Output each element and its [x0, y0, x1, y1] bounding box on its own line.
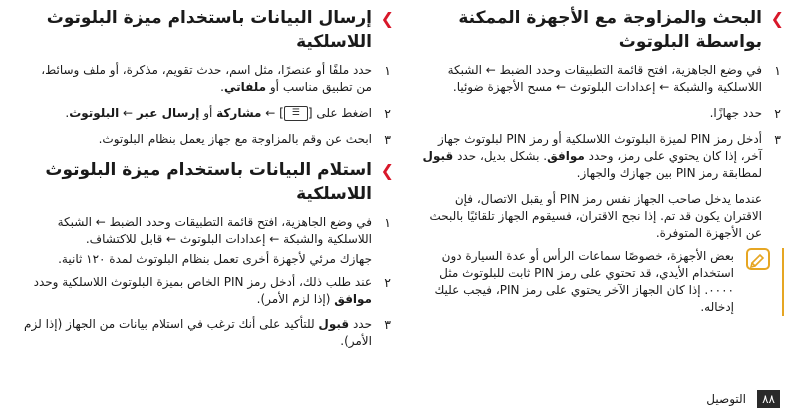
step-number: ٣: [774, 132, 781, 147]
note-box: بعض الأجهزة، خصوصًا سماعات الرأس أو عدة السيارة دون استخدام الأيدي، قد تحتوي على رمز PIN ثابت للبلوتوث مثل ٠٠٠٠. إذا كان الجهاز الآخر يحتوي على رمز PIN، فيجب عليك إدخاله.: [414, 248, 784, 316]
chevron-right-icon: ❯: [380, 9, 394, 28]
bold-text: موافق: [547, 149, 585, 163]
step-text: ] ←: [261, 106, 284, 120]
steps-list: [22, 274, 394, 350]
menu-key-icon: ☰: [284, 106, 308, 121]
step-number: ١: [384, 63, 391, 78]
step-number: ٣: [384, 317, 391, 332]
step-text: أو: [199, 106, 217, 120]
page-footer: [660, 388, 780, 408]
steps-list: [414, 62, 784, 182]
step-text: أدخل رمز PIN لميزة البلوتوث اللاسلكية أو رمز PIN لبلوتوث جهاز آخر، إذا كان يحتوي على رمز، وحدد: [438, 132, 762, 163]
steps-list: [22, 62, 394, 148]
bold-text: موافق: [334, 292, 372, 306]
bold-text: البلوتوث: [69, 106, 120, 120]
step-text: ابحث عن وقم بالمزاوجة مع جهاز يعمل بنظام البلوتوث.: [98, 132, 372, 146]
step-item: [414, 131, 784, 182]
steps-list: [22, 214, 394, 248]
step-text: لمطابقة رمز PIN بين جهازك والجهاز.: [576, 166, 762, 180]
step-number: ١: [384, 215, 391, 230]
step-item: [22, 316, 394, 350]
paragraph: جهازك مرئي لأجهزة أخرى تعمل بنظام البلوتوث لمدة ١٢٠ ثانية.: [58, 252, 372, 266]
page-number: ٨٨: [757, 390, 780, 408]
chevron-right-icon: ❯: [380, 161, 394, 180]
step-number: ٢: [384, 275, 391, 290]
step-text: للتأكيد على أنك ترغب في استلام بيانات من الجهاز (إذا لزم الأمر).: [24, 317, 372, 348]
bold-text: مشاركة: [216, 106, 262, 120]
bold-text: قبول: [422, 149, 454, 163]
step-text: حدد ملفًا أو عنصرًا، مثل اسم، حدث تقويم، مذكرة، أو ملف وسائط، من تطبيق مناسب أو: [41, 63, 372, 94]
step-text: (إذا لزم الأمر).: [256, 292, 335, 306]
section-heading-send: ❯ إرسال البيانات باستخدام ميزة البلوتوث اللاسلكية: [46, 8, 394, 52]
step-text: في وضع الجاهزية، افتح قائمة التطبيقات وحدد الضبط ← الشبكة اللاسلكية والشبكة ← إعدادات البلوتوث ← قابل للاكتشاف.: [57, 215, 372, 246]
step-item: [22, 105, 394, 122]
step-text: . بشكل بديل، حدد: [453, 149, 548, 163]
step-number: ١: [774, 63, 781, 78]
step-text: في وضع الجاهزية، افتح قائمة التطبيقات وحدد الضبط ← الشبكة اللاسلكية والشبكة ← إعدادات البلوتوث ← مسح الأجهزة ضوئيا.: [447, 63, 762, 94]
note-icon: [746, 248, 770, 270]
step-number: ٢: [384, 106, 391, 121]
step-text: حدد: [349, 317, 372, 331]
bold-text: إرسال عبر: [136, 106, 200, 120]
bold-text: ملفاتي: [223, 80, 267, 94]
section-heading-search-pair: ❯ البحث والمزاوجة مع الأجهزة الممكنة بواسطة البلوتوث: [458, 8, 784, 52]
step-item: [22, 274, 394, 308]
step-item: [22, 131, 394, 148]
step-text: عند طلب ذلك، أدخل رمز PIN الخاص بميزة البلوتوث اللاسلكية وحدد: [33, 275, 372, 289]
step-item: [414, 62, 784, 96]
step-number: ٣: [384, 132, 391, 147]
step-item: [414, 105, 784, 122]
step-item: [22, 62, 394, 96]
section-label: التوصيل: [706, 392, 747, 406]
step-item: [22, 214, 394, 248]
paragraph: عندما يدخل صاحب الجهاز نفس رمز PIN أو يقبل الاتصال، فإن الاقتران يكون قد تم. إذا نجح الاقتران، فسيقوم الجهاز تلقائيًا بالبحث عن الأجهزة المتوفرة.: [429, 192, 762, 240]
right-column: [414, 6, 784, 316]
section-heading-receive: ❯ استلام البيانات باستخدام ميزة البلوتوث اللاسلكية: [45, 160, 394, 204]
left-column: [22, 6, 394, 358]
step-text: .: [220, 80, 224, 94]
step-text: ←: [119, 106, 137, 120]
step-text: حدد جهازًا.: [709, 106, 762, 120]
step-text: .: [65, 106, 70, 120]
step-text: اضغط على [: [307, 106, 372, 120]
bold-text: قبول: [318, 317, 350, 331]
step-number: ٢: [774, 106, 781, 121]
chevron-right-icon: ❯: [770, 9, 784, 28]
